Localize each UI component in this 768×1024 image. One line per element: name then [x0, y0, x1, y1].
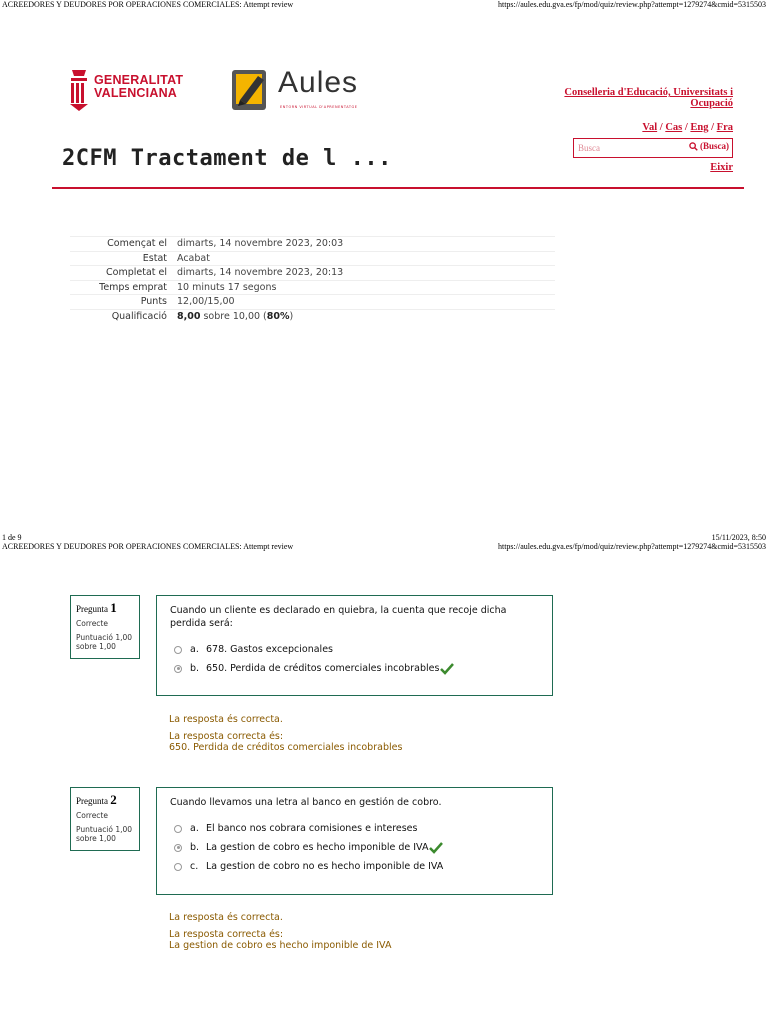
answer-option-selected[interactable]: b. La gestion de cobro es hecho imponible de IVA [170, 838, 539, 857]
question-status: Correcte [76, 811, 108, 820]
radio-button[interactable] [174, 646, 182, 654]
answer-option[interactable]: c. La gestion de cobro no es hecho imponible de IVA [170, 857, 539, 876]
summary-row: Començat el dimarts, 14 novembre 2023, 20:03 [70, 237, 555, 252]
attempt-summary-table [70, 236, 555, 323]
page-number: 1 de 9 [2, 533, 22, 542]
answer-option[interactable]: a. El banco nos cobrara comisiones e intereses [170, 819, 539, 838]
language-switcher: Val / Cas / Eng / Fra [642, 122, 733, 133]
aules-tablet-icon [228, 64, 274, 114]
question-text: Cuando un cliente es declarado en quiebra, la cuenta que recoje dicha perdida será: [170, 605, 507, 629]
print-header-title: ACREEDORES Y DEUDORES POR OPERACIONES COMERCIALES: Attempt review [2, 542, 294, 551]
print-header-url: https://aules.edu.gva.es/fp/mod/quiz/review.php?attempt=1279274&cmid=5315503 [497, 542, 766, 551]
search-icon [689, 142, 698, 151]
gva-line1: GENERALITAT [94, 73, 184, 87]
question-feedback-2: La resposta és correcta. La resposta correcta és: La gestion de cobro es hecho imponible de IVA [169, 912, 392, 951]
print-header [2, 0, 766, 9]
print-header-url: https://aules.edu.gva.es/fp/mod/quiz/review.php?attempt=1279274&cmid=5315503 [497, 0, 766, 9]
generalitat-logo[interactable] [68, 68, 198, 116]
correct-check-icon [440, 663, 454, 675]
radio-button[interactable] [174, 825, 182, 833]
logout-link[interactable]: Eixir [710, 162, 733, 173]
summary-row: Qualificació 8,00 sobre 10,00 (80%) [70, 309, 555, 323]
question-status: Correcte [76, 619, 108, 628]
correct-answer: 650. Perdida de créditos comerciales incobrables [169, 742, 403, 753]
summary-row: Estat Acabat [70, 251, 555, 266]
lang-cas-link[interactable]: Cas [665, 122, 683, 133]
print-footer [2, 533, 766, 542]
course-title[interactable]: 2CFM Tractament de l ... [62, 146, 392, 171]
question-box-1 [156, 595, 553, 696]
search-form [573, 138, 733, 158]
question-info-2: Pregunta 2 Correcte Puntuació 1,00 sobre 1,00 [70, 787, 140, 851]
aules-wordmark: Aules [278, 66, 359, 99]
aules-subtitle: ENTORN VIRTUAL D'APRENENTATGE [280, 105, 358, 109]
summary-row: Completat el dimarts, 14 novembre 2023, 20:13 [70, 266, 555, 281]
summary-row: Temps emprat 10 minuts 17 segons [70, 280, 555, 295]
header-divider [52, 187, 744, 189]
radio-button[interactable] [174, 863, 182, 871]
lang-fra-link[interactable]: Fra [716, 122, 733, 133]
question-box-2 [156, 787, 553, 895]
answer-option-selected[interactable]: b. 650. Perdida de créditos comerciales incobrables [170, 659, 539, 678]
radio-button-selected[interactable] [174, 844, 182, 852]
search-button[interactable]: (Busca) [689, 141, 729, 151]
correct-answer: La gestion de cobro es hecho imponible de IVA [169, 940, 392, 951]
print-datetime: 15/11/2023, 8:50 [711, 533, 766, 542]
question-text: Cuando llevamos una letra al banco en gestión de cobro. [170, 797, 442, 808]
lang-eng-link[interactable]: Eng [690, 122, 709, 133]
correct-check-icon [429, 842, 443, 854]
aules-logo[interactable] [228, 64, 378, 118]
print-header-2 [2, 542, 766, 551]
grade-value: 8,00 sobre 10,00 (80%) [177, 309, 555, 323]
coat-of-arms-icon [68, 68, 90, 112]
question-feedback-1: La resposta és correcta. La resposta correcta és: 650. Perdida de créditos comerciales incobrables [169, 714, 403, 753]
question-info-1: Pregunta 1 Correcte Puntuació 1,00 sobre 1,00 [70, 595, 140, 659]
gva-line2: VALENCIANA [94, 86, 178, 100]
radio-button-selected[interactable] [174, 665, 182, 673]
print-header-title: ACREEDORES Y DEUDORES POR OPERACIONES COMERCIALES: Attempt review [2, 0, 294, 9]
lang-val-link[interactable]: Val [642, 122, 658, 133]
summary-row: Punts 12,00/15,00 [70, 295, 555, 310]
search-input[interactable] [574, 139, 687, 157]
answer-option[interactable]: a. 678. Gastos excepcionales [170, 640, 539, 659]
conselleria-link[interactable]: Conselleria d'Educació, Universitats i Ocupació [564, 87, 733, 109]
